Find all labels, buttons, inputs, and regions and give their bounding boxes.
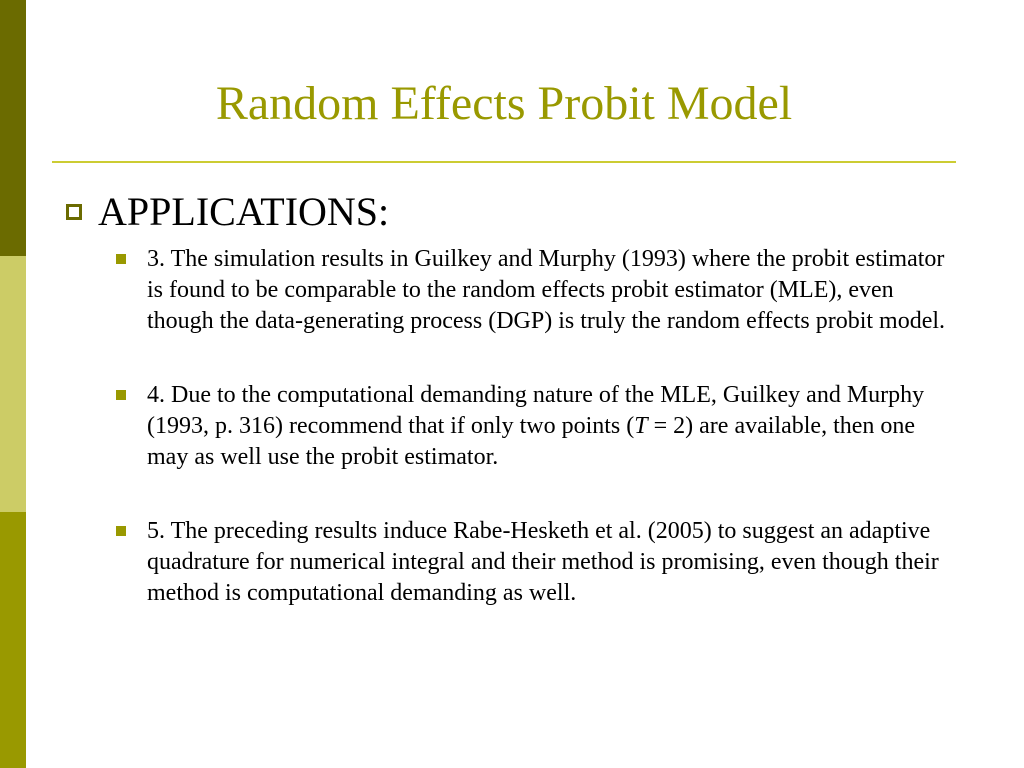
list-item-text: 5. The preceding results induce Rabe-Hesketh et al. (2005) to suggest an adaptive quadrature for numerical integral and their method is promising, even though their method is computational demanding as well. bbox=[147, 518, 939, 606]
list-item bbox=[116, 244, 961, 337]
section-heading bbox=[66, 188, 956, 236]
hollow-square-bullet-icon bbox=[66, 204, 82, 220]
section-heading-text: APPLICATIONS: bbox=[98, 189, 390, 234]
square-bullet-icon bbox=[116, 254, 126, 264]
side-bar-bottom-segment bbox=[0, 512, 26, 768]
list-item-text-part: = 2) are available, then one may as well use the probit estimator. bbox=[147, 413, 916, 470]
side-bar-top-segment bbox=[0, 0, 26, 256]
slide-title: Random Effects Probit Model bbox=[215, 77, 793, 130]
list-item-text: 3. The simulation results in Guilkey and Murphy (1993) where the probit estimator is found to be comparable to the random effects probit estimator (MLE), even though the data-generating process (DGP) is truly the random effects probit model. bbox=[147, 246, 946, 334]
square-bullet-icon bbox=[116, 526, 126, 536]
title-divider bbox=[52, 161, 956, 163]
side-decoration-bar bbox=[0, 0, 26, 768]
list-item-text-part: 4. Due to the computational demanding nature of the MLE, Guilkey and Murphy (1993, p. 316) recommend that if only two points ( bbox=[147, 382, 925, 439]
list-item bbox=[116, 516, 961, 609]
list-item-italic-var: T bbox=[634, 413, 648, 439]
list-item bbox=[116, 380, 961, 473]
square-bullet-icon bbox=[116, 390, 126, 400]
bullet-list bbox=[116, 244, 961, 652]
side-bar-middle-segment bbox=[0, 256, 26, 512]
